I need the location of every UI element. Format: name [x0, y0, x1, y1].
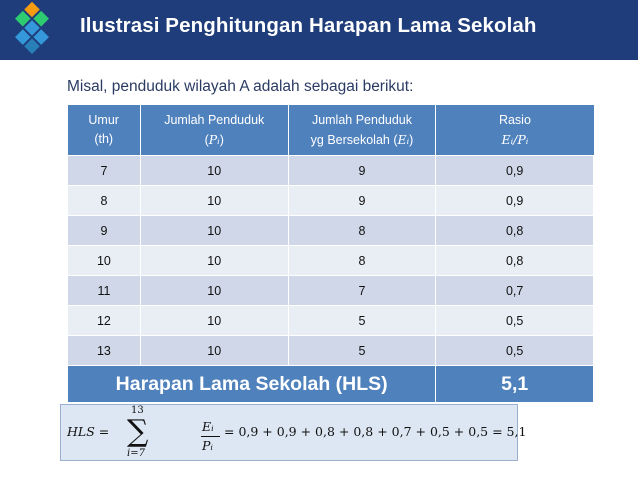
cell-umur: 7 [68, 156, 141, 186]
header-umur-line2: (th) [94, 132, 114, 146]
header-umur [68, 105, 141, 156]
cell-umur: 13 [68, 336, 141, 366]
header-jumlah-penduduk [140, 105, 288, 156]
formula-numerator: Eᵢ [202, 419, 214, 434]
header-jb-math: Eᵢ [397, 131, 410, 147]
header-jb-pre: yg Bersekolah ( [310, 132, 398, 147]
formula-lower-limit: i=7 [127, 448, 145, 459]
table-row [68, 186, 594, 216]
cell-bersekolah: 5 [288, 336, 436, 366]
cell-penduduk: 10 [140, 306, 288, 336]
cell-penduduk: 10 [140, 246, 288, 276]
formula-lhs: HLS = [67, 424, 110, 439]
table-body [68, 156, 594, 366]
cell-penduduk: 10 [140, 156, 288, 186]
formula-upper-limit: 13 [131, 405, 144, 416]
table-row [68, 336, 594, 366]
cell-bersekolah: 7 [288, 276, 436, 306]
cell-rasio: 0,7 [436, 276, 594, 306]
cell-bersekolah: 5 [288, 306, 436, 336]
header-rasio [436, 105, 594, 156]
header-jp-pre: ( [204, 132, 209, 147]
cell-penduduk: 10 [140, 276, 288, 306]
table-row [68, 156, 594, 186]
cell-rasio: 0,8 [436, 246, 594, 276]
footer-value: 5,1 [436, 366, 594, 403]
cell-bersekolah: 9 [288, 156, 436, 186]
intro-text: Misal, penduduk wilayah A adalah sebagai berikut: [67, 78, 414, 95]
header-rasio-line1: Rasio [498, 113, 531, 127]
cell-rasio: 0,5 [436, 306, 594, 336]
table-row [68, 246, 594, 276]
cell-rasio: 0,5 [436, 336, 594, 366]
cell-umur: 10 [68, 246, 141, 276]
header-jb-line1: Jumlah Penduduk [311, 112, 413, 127]
header-jb-post: ) [409, 132, 414, 147]
header-jp-post: ) [219, 132, 224, 147]
cell-rasio: 0,8 [436, 216, 594, 246]
formula-denominator: Pᵢ [202, 438, 213, 453]
header-rasio-math: Eᵢ/Pᵢ [501, 132, 529, 147]
cell-penduduk: 10 [140, 216, 288, 246]
cell-bersekolah: 9 [288, 186, 436, 216]
table-row [68, 276, 594, 306]
hls-formula [60, 404, 527, 461]
cell-umur: 8 [68, 186, 141, 216]
fraction-line [201, 436, 220, 437]
table-footer-row [68, 366, 594, 403]
footer-label: Harapan Lama Sekolah (HLS) [68, 366, 436, 403]
cell-umur: 11 [68, 276, 141, 306]
cell-rasio: 0,9 [436, 186, 594, 216]
title-bar [0, 0, 638, 60]
hls-table [67, 105, 594, 403]
header-umur-line1: Umur [88, 113, 119, 127]
formula-rhs: = 0,9 + 0,9 + 0,8 + 0,8 + 0,7 + 0,5 + 0,5 = 5,1 [224, 424, 527, 439]
sigma-icon: ∑ [127, 414, 149, 449]
cell-bersekolah: 8 [288, 216, 436, 246]
cell-rasio: 0,9 [436, 156, 594, 186]
header-jp-line1: Jumlah Penduduk [164, 112, 265, 127]
table-header-row [68, 105, 594, 156]
header-jp-math: Pᵢ [208, 131, 220, 147]
table-row [68, 216, 594, 246]
cell-umur: 12 [68, 306, 141, 336]
cell-bersekolah: 8 [288, 246, 436, 276]
page-title: Ilustrasi Penghitungan Harapan Lama Sekolah [80, 14, 537, 37]
header-jumlah-bersekolah [288, 105, 436, 156]
cell-penduduk: 10 [140, 186, 288, 216]
cell-umur: 9 [68, 216, 141, 246]
table-row [68, 306, 594, 336]
cell-penduduk: 10 [140, 336, 288, 366]
header-jp-line2 [143, 130, 286, 150]
header-jb-line2 [291, 130, 434, 150]
bps-logo-icon [4, 2, 60, 58]
